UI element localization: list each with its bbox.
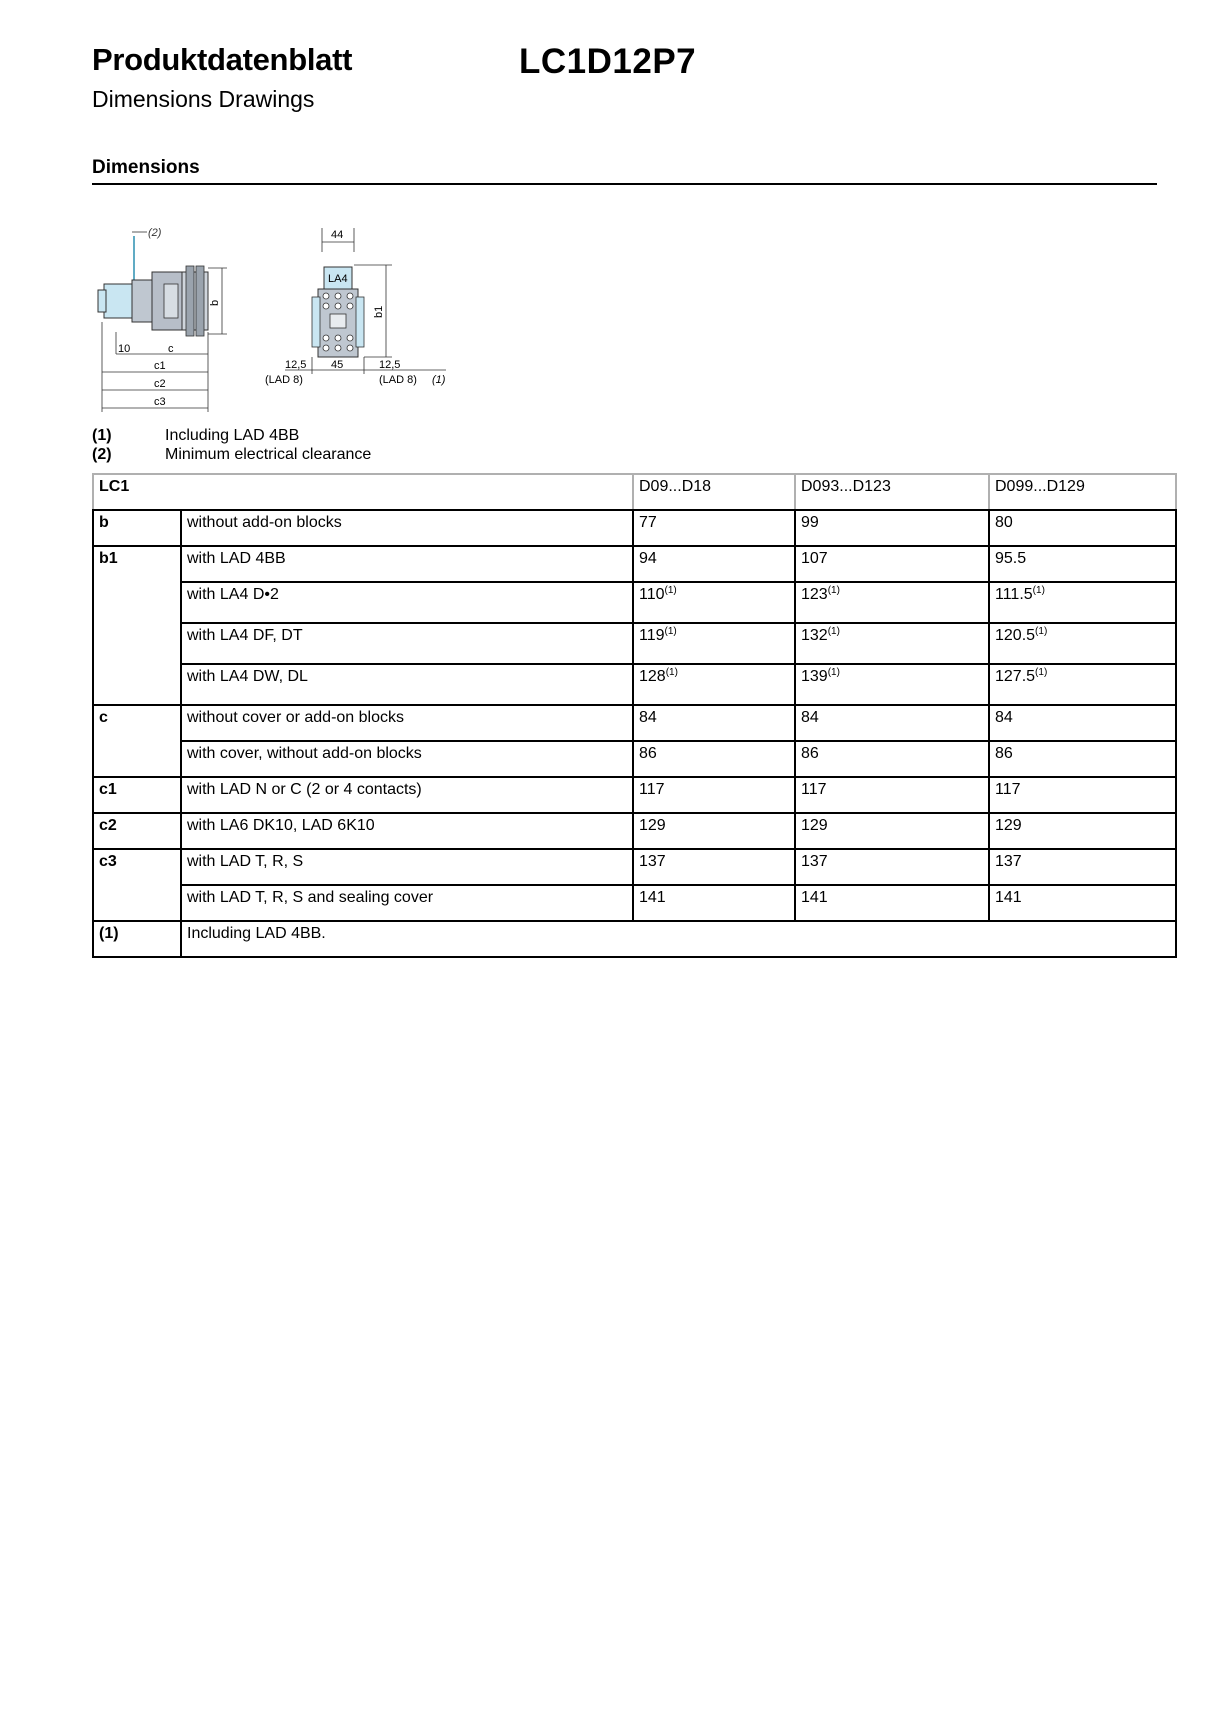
row-desc: without cover or add-on blocks xyxy=(181,705,633,741)
row-desc: with LA6 DK10, LAD 6K10 xyxy=(181,813,633,849)
row-value: 84 xyxy=(989,705,1176,741)
row-desc: with LA4 D•2 xyxy=(181,582,633,623)
note-ref: (1) xyxy=(92,427,112,444)
dimensions-table xyxy=(92,473,1177,958)
row-value: 117 xyxy=(795,777,989,813)
row-desc: with LA4 DW, DL xyxy=(181,664,633,705)
dim-mid-label: 45 xyxy=(331,359,344,371)
row-value: 80 xyxy=(989,510,1176,546)
footnote-sup: (1) xyxy=(827,626,840,637)
row-key: c xyxy=(93,705,181,777)
table-row xyxy=(93,885,1176,921)
la4-block-label: LA4 xyxy=(328,273,348,285)
row-value: 86 xyxy=(989,741,1176,777)
drawing-notes xyxy=(92,426,371,464)
dim-c-label: c xyxy=(168,343,174,355)
row-desc: with LA4 DF, DT xyxy=(181,623,633,664)
dim-right-label: 12,5 xyxy=(379,359,401,371)
table-row xyxy=(93,705,1176,741)
header-label: LC1 xyxy=(93,474,633,510)
table-footnote-row xyxy=(93,921,1176,957)
row-value: 129 xyxy=(989,813,1176,849)
row-value: 107 xyxy=(795,546,989,582)
row-value: 137 xyxy=(633,849,795,885)
row-value: 123$^{(1)}$ xyxy=(795,582,989,623)
note-item xyxy=(92,445,371,464)
table-row xyxy=(93,510,1176,546)
product-code: LC1D12P7 xyxy=(519,42,697,81)
row-key: c2 xyxy=(93,813,181,849)
table-row xyxy=(93,664,1176,705)
footnote-sup: (1) xyxy=(664,585,677,596)
header-col-3: D099...D129 xyxy=(989,474,1176,510)
front-view xyxy=(265,228,446,386)
table-row xyxy=(93,623,1176,664)
header-col-1: D09...D18 xyxy=(633,474,795,510)
row-value: 137 xyxy=(795,849,989,885)
footnote-text: Including LAD 4BB. xyxy=(181,921,1176,957)
row-value: 94 xyxy=(633,546,795,582)
table-row xyxy=(93,546,1176,582)
dim-c2-label: c2 xyxy=(154,378,166,390)
right-note: (LAD 8) xyxy=(379,374,417,386)
row-value: 120.5$^{(1)}$ xyxy=(989,623,1176,664)
footnote-ref: (1) xyxy=(93,921,181,957)
row-value: 127.5$^{(1)}$ xyxy=(989,664,1176,705)
right-ref: (1) xyxy=(432,374,446,386)
footnote-sup: (1) xyxy=(827,585,840,596)
dimension-drawing xyxy=(92,222,462,412)
clearance-ref: (2) xyxy=(148,227,162,239)
row-value: 110$^{(1)}$ xyxy=(633,582,795,623)
table-row xyxy=(93,813,1176,849)
note-item xyxy=(92,426,371,445)
row-desc: with cover, without add-on blocks xyxy=(181,741,633,777)
row-value: 141 xyxy=(633,885,795,921)
row-value: 84 xyxy=(633,705,795,741)
row-desc: with LAD T, R, S and sealing cover xyxy=(181,885,633,921)
row-value: 141 xyxy=(795,885,989,921)
dim-10-label: 10 xyxy=(118,343,131,355)
row-key: b1 xyxy=(93,546,181,705)
row-value: 86 xyxy=(795,741,989,777)
table-row xyxy=(93,582,1176,623)
table-row xyxy=(93,741,1176,777)
footnote-sup: (1) xyxy=(665,667,678,678)
side-view xyxy=(98,227,227,412)
row-value: 129 xyxy=(795,813,989,849)
table-row xyxy=(93,777,1176,813)
table-row xyxy=(93,849,1176,885)
document-subtitle: Dimensions Drawings xyxy=(92,86,315,112)
footnote-sup: (1) xyxy=(664,626,677,637)
row-value: 129 xyxy=(633,813,795,849)
note-ref: (2) xyxy=(92,446,112,463)
dim-c3-label: c3 xyxy=(154,396,166,408)
section-title: Dimensions xyxy=(92,157,200,178)
table-header-row xyxy=(93,474,1176,510)
left-note: (LAD 8) xyxy=(265,374,303,386)
footnote-sup: (1) xyxy=(827,667,840,678)
row-desc: without add-on blocks xyxy=(181,510,633,546)
footnote-sup: (1) xyxy=(1035,667,1048,678)
row-value: 117 xyxy=(989,777,1176,813)
row-desc: with LAD N or C (2 or 4 contacts) xyxy=(181,777,633,813)
document-title: Produktdatenblatt xyxy=(92,42,353,77)
row-key: c3 xyxy=(93,849,181,921)
note-text: Including LAD 4BB xyxy=(165,427,300,444)
row-key: c1 xyxy=(93,777,181,813)
row-value: 111.5$^{(1)}$ xyxy=(989,582,1176,623)
row-desc: with LAD 4BB xyxy=(181,546,633,582)
dim-c1-label: c1 xyxy=(154,360,166,372)
dim-left-label: 12,5 xyxy=(285,359,307,371)
dim-44-label: 44 xyxy=(331,229,344,241)
row-value: 99 xyxy=(795,510,989,546)
row-value: 141 xyxy=(989,885,1176,921)
row-key: b xyxy=(93,510,181,546)
row-value: 119$^{(1)}$ xyxy=(633,623,795,664)
dim-b1-label: b1 xyxy=(373,305,385,318)
row-value: 132$^{(1)}$ xyxy=(795,623,989,664)
footnote-sup: (1) xyxy=(1035,626,1048,637)
row-value: 137 xyxy=(989,849,1176,885)
header-col-2: D093...D123 xyxy=(795,474,989,510)
note-text: Minimum electrical clearance xyxy=(165,446,372,463)
row-value: 77 xyxy=(633,510,795,546)
row-value: 117 xyxy=(633,777,795,813)
section-divider xyxy=(92,183,1157,185)
row-value: 128$^{(1)}$ xyxy=(633,664,795,705)
dim-b-label: b xyxy=(209,299,221,306)
row-value: 95.5 xyxy=(989,546,1176,582)
footnote-sup: (1) xyxy=(1032,585,1045,596)
row-value: 139$^{(1)}$ xyxy=(795,664,989,705)
row-value: 84 xyxy=(795,705,989,741)
row-desc: with LAD T, R, S xyxy=(181,849,633,885)
row-value: 86 xyxy=(633,741,795,777)
